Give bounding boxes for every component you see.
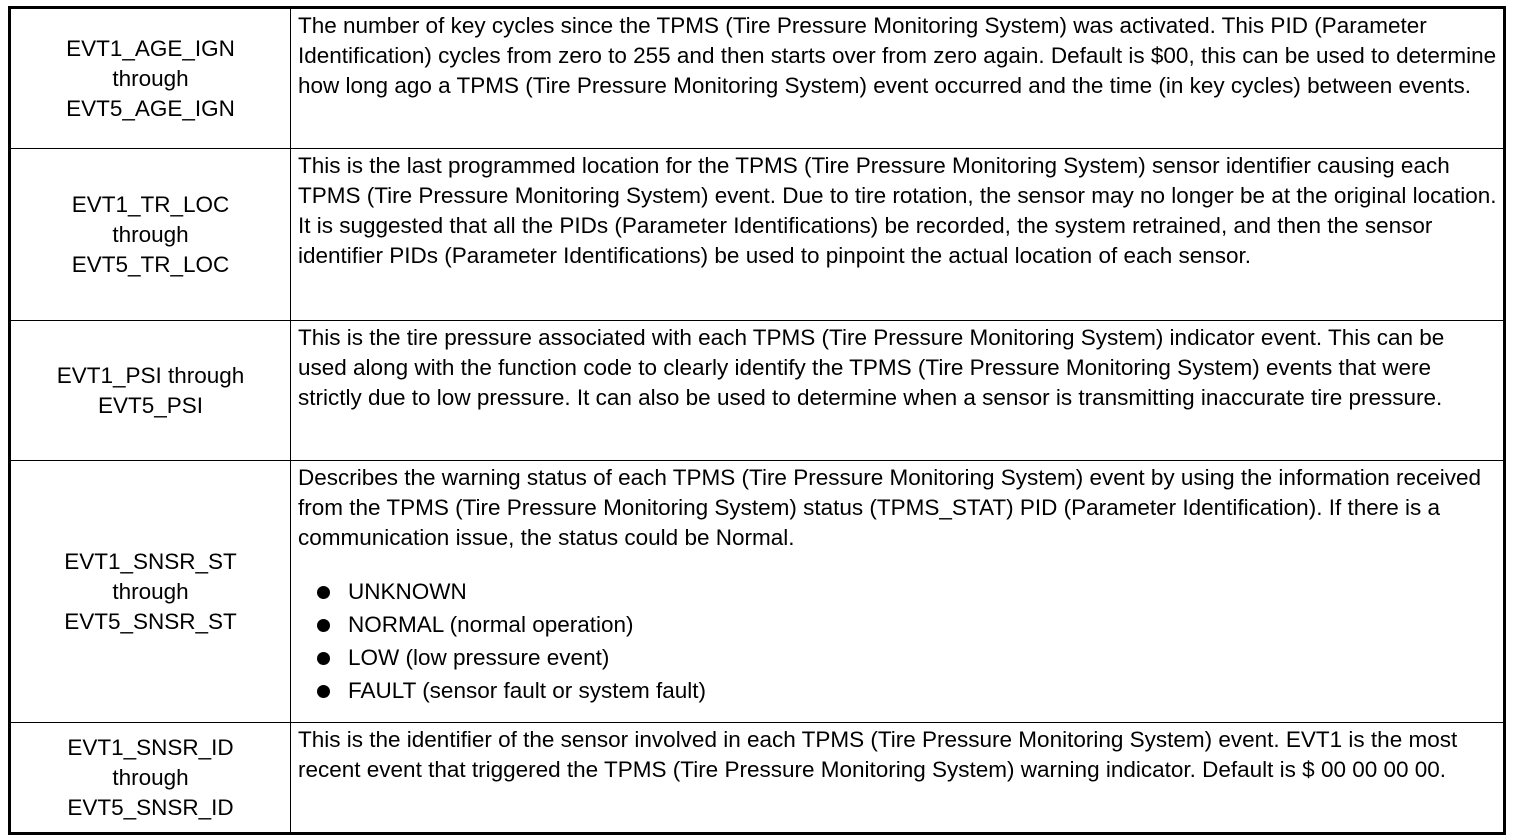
bullet-icon <box>317 652 330 665</box>
pid-description-cell <box>291 723 1505 834</box>
bullet-text: UNKNOWN <box>348 579 467 604</box>
pid-name-line: through <box>112 65 189 91</box>
pid-name-line: EVT5_TR_LOC <box>71 251 230 277</box>
bullet-text: FAULT (sensor fault or system fault) <box>348 678 707 703</box>
pid-name-line: EVT5_SNSR_ID <box>67 794 234 820</box>
pid-description-cell <box>291 8 1505 149</box>
pid-description-cell <box>291 321 1505 461</box>
pid-name-line: EVT5_AGE_IGN <box>66 95 235 121</box>
pid-name-line: EVT1_TR_LOC <box>71 191 230 217</box>
bullet-text: LOW (low pressure event) <box>348 645 610 670</box>
pid-description: This is the last programmed location for the TPMS (Tire Pressure Monitoring System) sensor identifier causing each TPMS (Tire Pressure Monitoring System) event. Due to tire rotation, the sensor may no longer be at the original location. It is suggested that all the PIDs (Parameter Identifications) be recorded, the system retrained, and then the sensor identifier PIDs (Parameter Identifications) be used to pinpoint the actual location of each sensor. <box>298 153 1497 268</box>
pid-name-cell <box>10 149 291 321</box>
pid-description-table <box>8 6 1506 835</box>
pid-name-line: EVT1_AGE_IGN <box>66 35 235 61</box>
pid-description: This is the tire pressure associated with each TPMS (Tire Pressure Monitoring System) indicator event. This can be used along with the function code to clearly identify the TPMS (Tire Pressure Monitoring System) events that were strictly due to low pressure. It can also be used to determine when a sensor is transmitting inaccurate tire pressure. <box>298 325 1445 410</box>
pid-description-cell <box>291 149 1505 321</box>
bullet-icon <box>317 586 330 599</box>
pid-description: This is the identifier of the sensor involved in each TPMS (Tire Pressure Monitoring System) event. EVT1 is the most recent event that triggered the TPMS (Tire Pressure Monitoring System) warning indicator. Default is $ 00 00 00 00. <box>298 727 1458 782</box>
table-row <box>10 723 1505 834</box>
pid-name-line: EVT5_SNSR_ST <box>64 608 237 634</box>
table-row <box>10 8 1505 149</box>
table-row <box>10 149 1505 321</box>
table-row <box>10 321 1505 461</box>
pid-name-line: EVT1_SNSR_ID <box>67 734 234 760</box>
bullet-icon <box>317 619 330 632</box>
pid-description: Describes the warning status of each TPMS (Tire Pressure Monitoring System) event by using the information received from the TPMS (Tire Pressure Monitoring System) status (TPMS_STAT) PID (Parameter Identification). If there is a communication issue, the status could be Normal. <box>298 465 1482 550</box>
list-item <box>298 641 1497 674</box>
table-row <box>10 461 1505 723</box>
pid-name-line: through <box>112 764 189 790</box>
bullet-icon <box>317 685 330 698</box>
pid-name-cell <box>10 461 291 723</box>
pid-name-line: through <box>112 578 189 604</box>
pid-name-line: EVT5_PSI <box>97 392 204 418</box>
list-item <box>298 674 1497 707</box>
status-bullet-list <box>298 575 1497 707</box>
pid-name-line: through <box>112 221 189 247</box>
pid-name-line: EVT1_SNSR_ST <box>64 548 237 574</box>
pid-name-cell <box>10 8 291 149</box>
pid-name-cell <box>10 321 291 461</box>
bullet-text: NORMAL (normal operation) <box>348 612 634 637</box>
pid-description: The number of key cycles since the TPMS (Tire Pressure Monitoring System) was activated. This PID (Parameter Identification) cycles from zero to 255 and then starts over from zero again. Default is $00, this can be used to determine how long ago a TPMS (Tire Pressure Monitoring System) event occurred and the time (in key cycles) between events. <box>298 13 1497 98</box>
pid-description-cell <box>291 461 1505 723</box>
pid-name-cell <box>10 723 291 834</box>
list-item <box>298 608 1497 641</box>
list-item <box>298 575 1497 608</box>
pid-name-line: EVT1_PSI through <box>56 362 245 388</box>
